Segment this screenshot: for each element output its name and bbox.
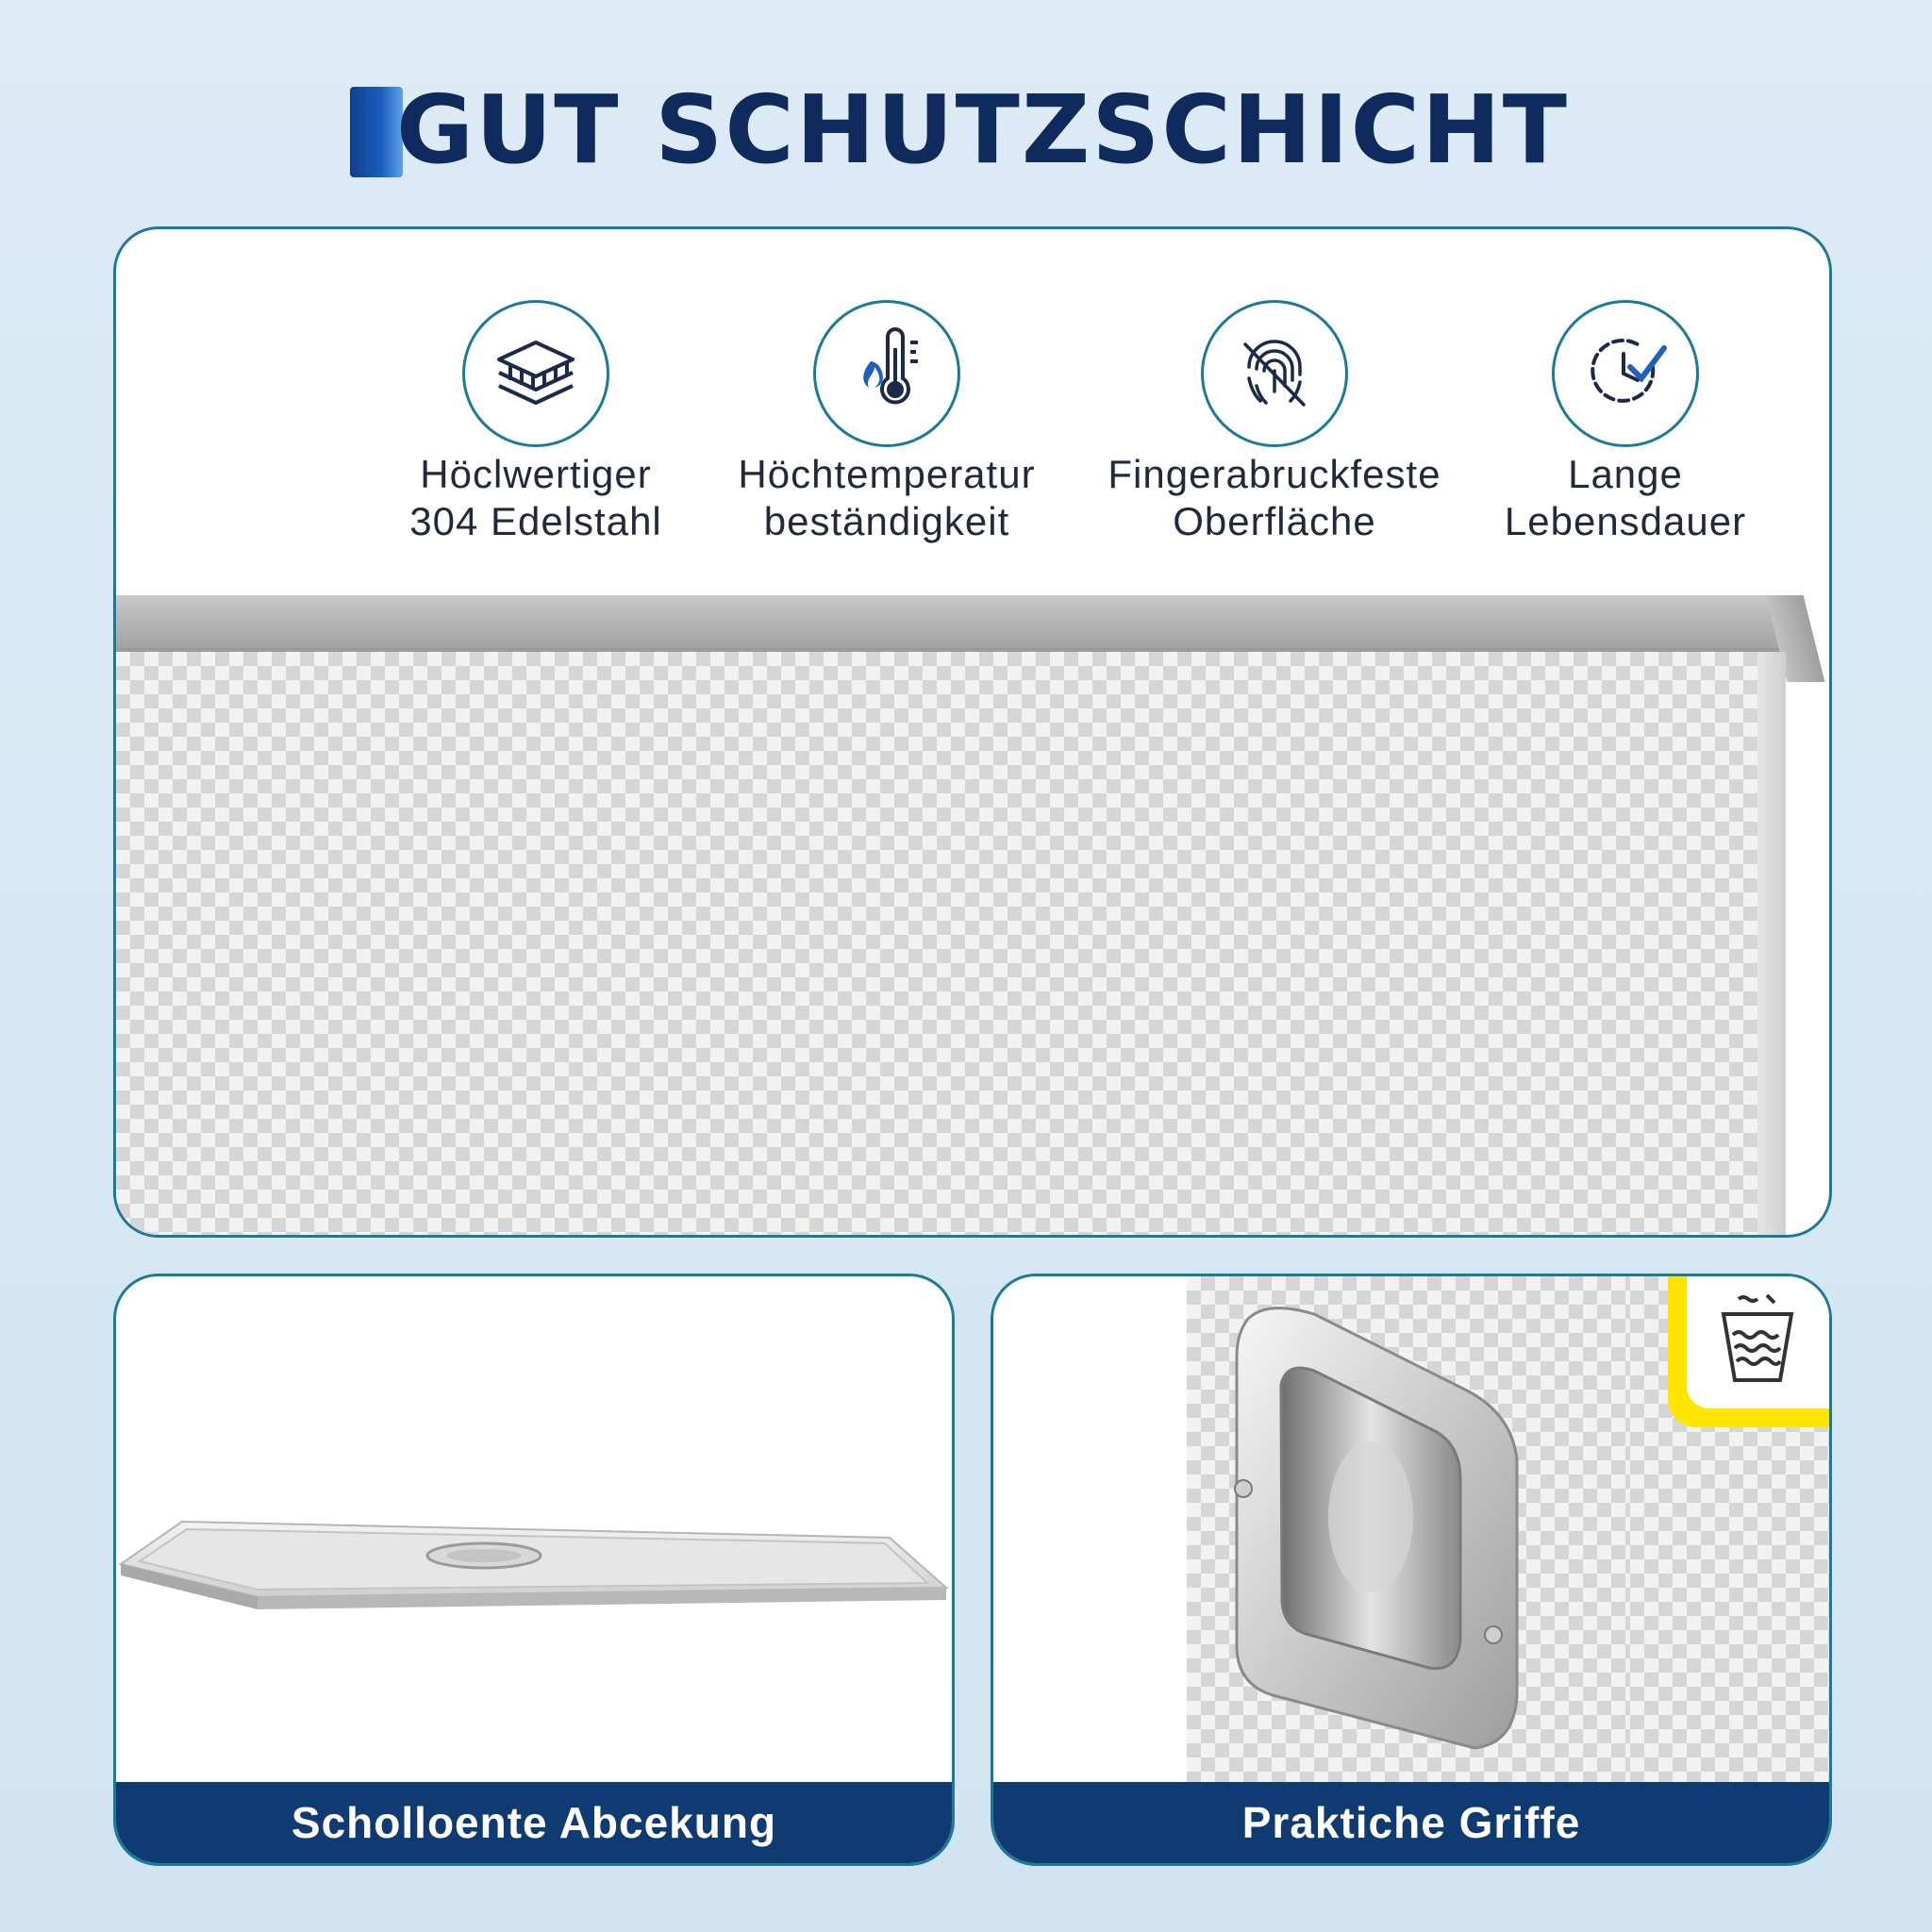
fingerprint-crossed-icon	[1221, 320, 1328, 427]
handle-caption: Praktiche Griffe	[993, 1782, 1829, 1863]
page-title: GUT SCHUTZSCHICHT	[396, 75, 1569, 185]
feature-icon-circle	[813, 300, 960, 447]
recessed-handle-image	[1210, 1300, 1550, 1772]
tank-textured-surface	[116, 652, 1757, 1238]
lid-caption: Scholloente Abcekung	[116, 1782, 952, 1863]
feature-label: Höchtemperatur beständigkeit	[738, 452, 1036, 543]
tank-side-edge	[1757, 652, 1786, 1238]
lid-card	[113, 1274, 955, 1866]
page-title-area	[0, 74, 1932, 187]
feature-icon-circle	[462, 300, 609, 447]
tank-rim	[116, 595, 1795, 652]
clock-check-icon	[1572, 320, 1679, 427]
layered-material-icon	[482, 320, 590, 427]
feature-label: Höclwertiger 304 Edelstahl	[409, 452, 662, 543]
water-level-icon	[1710, 1288, 1805, 1391]
feature-label: Fingerabruckfeste Oberfläche	[1108, 452, 1441, 543]
feature-icon-circle	[1552, 300, 1699, 447]
handle-card	[991, 1274, 1832, 1866]
thermometer-flame-icon	[833, 320, 941, 427]
feature-card	[113, 226, 1832, 1238]
stainless-lid-image	[116, 1446, 955, 1691]
title-accent-bar	[350, 87, 403, 177]
feature-icon-circle	[1201, 300, 1348, 447]
fill-level-label	[1668, 1276, 1832, 1427]
feature-label: Lange Lebensdauer	[1504, 452, 1747, 543]
